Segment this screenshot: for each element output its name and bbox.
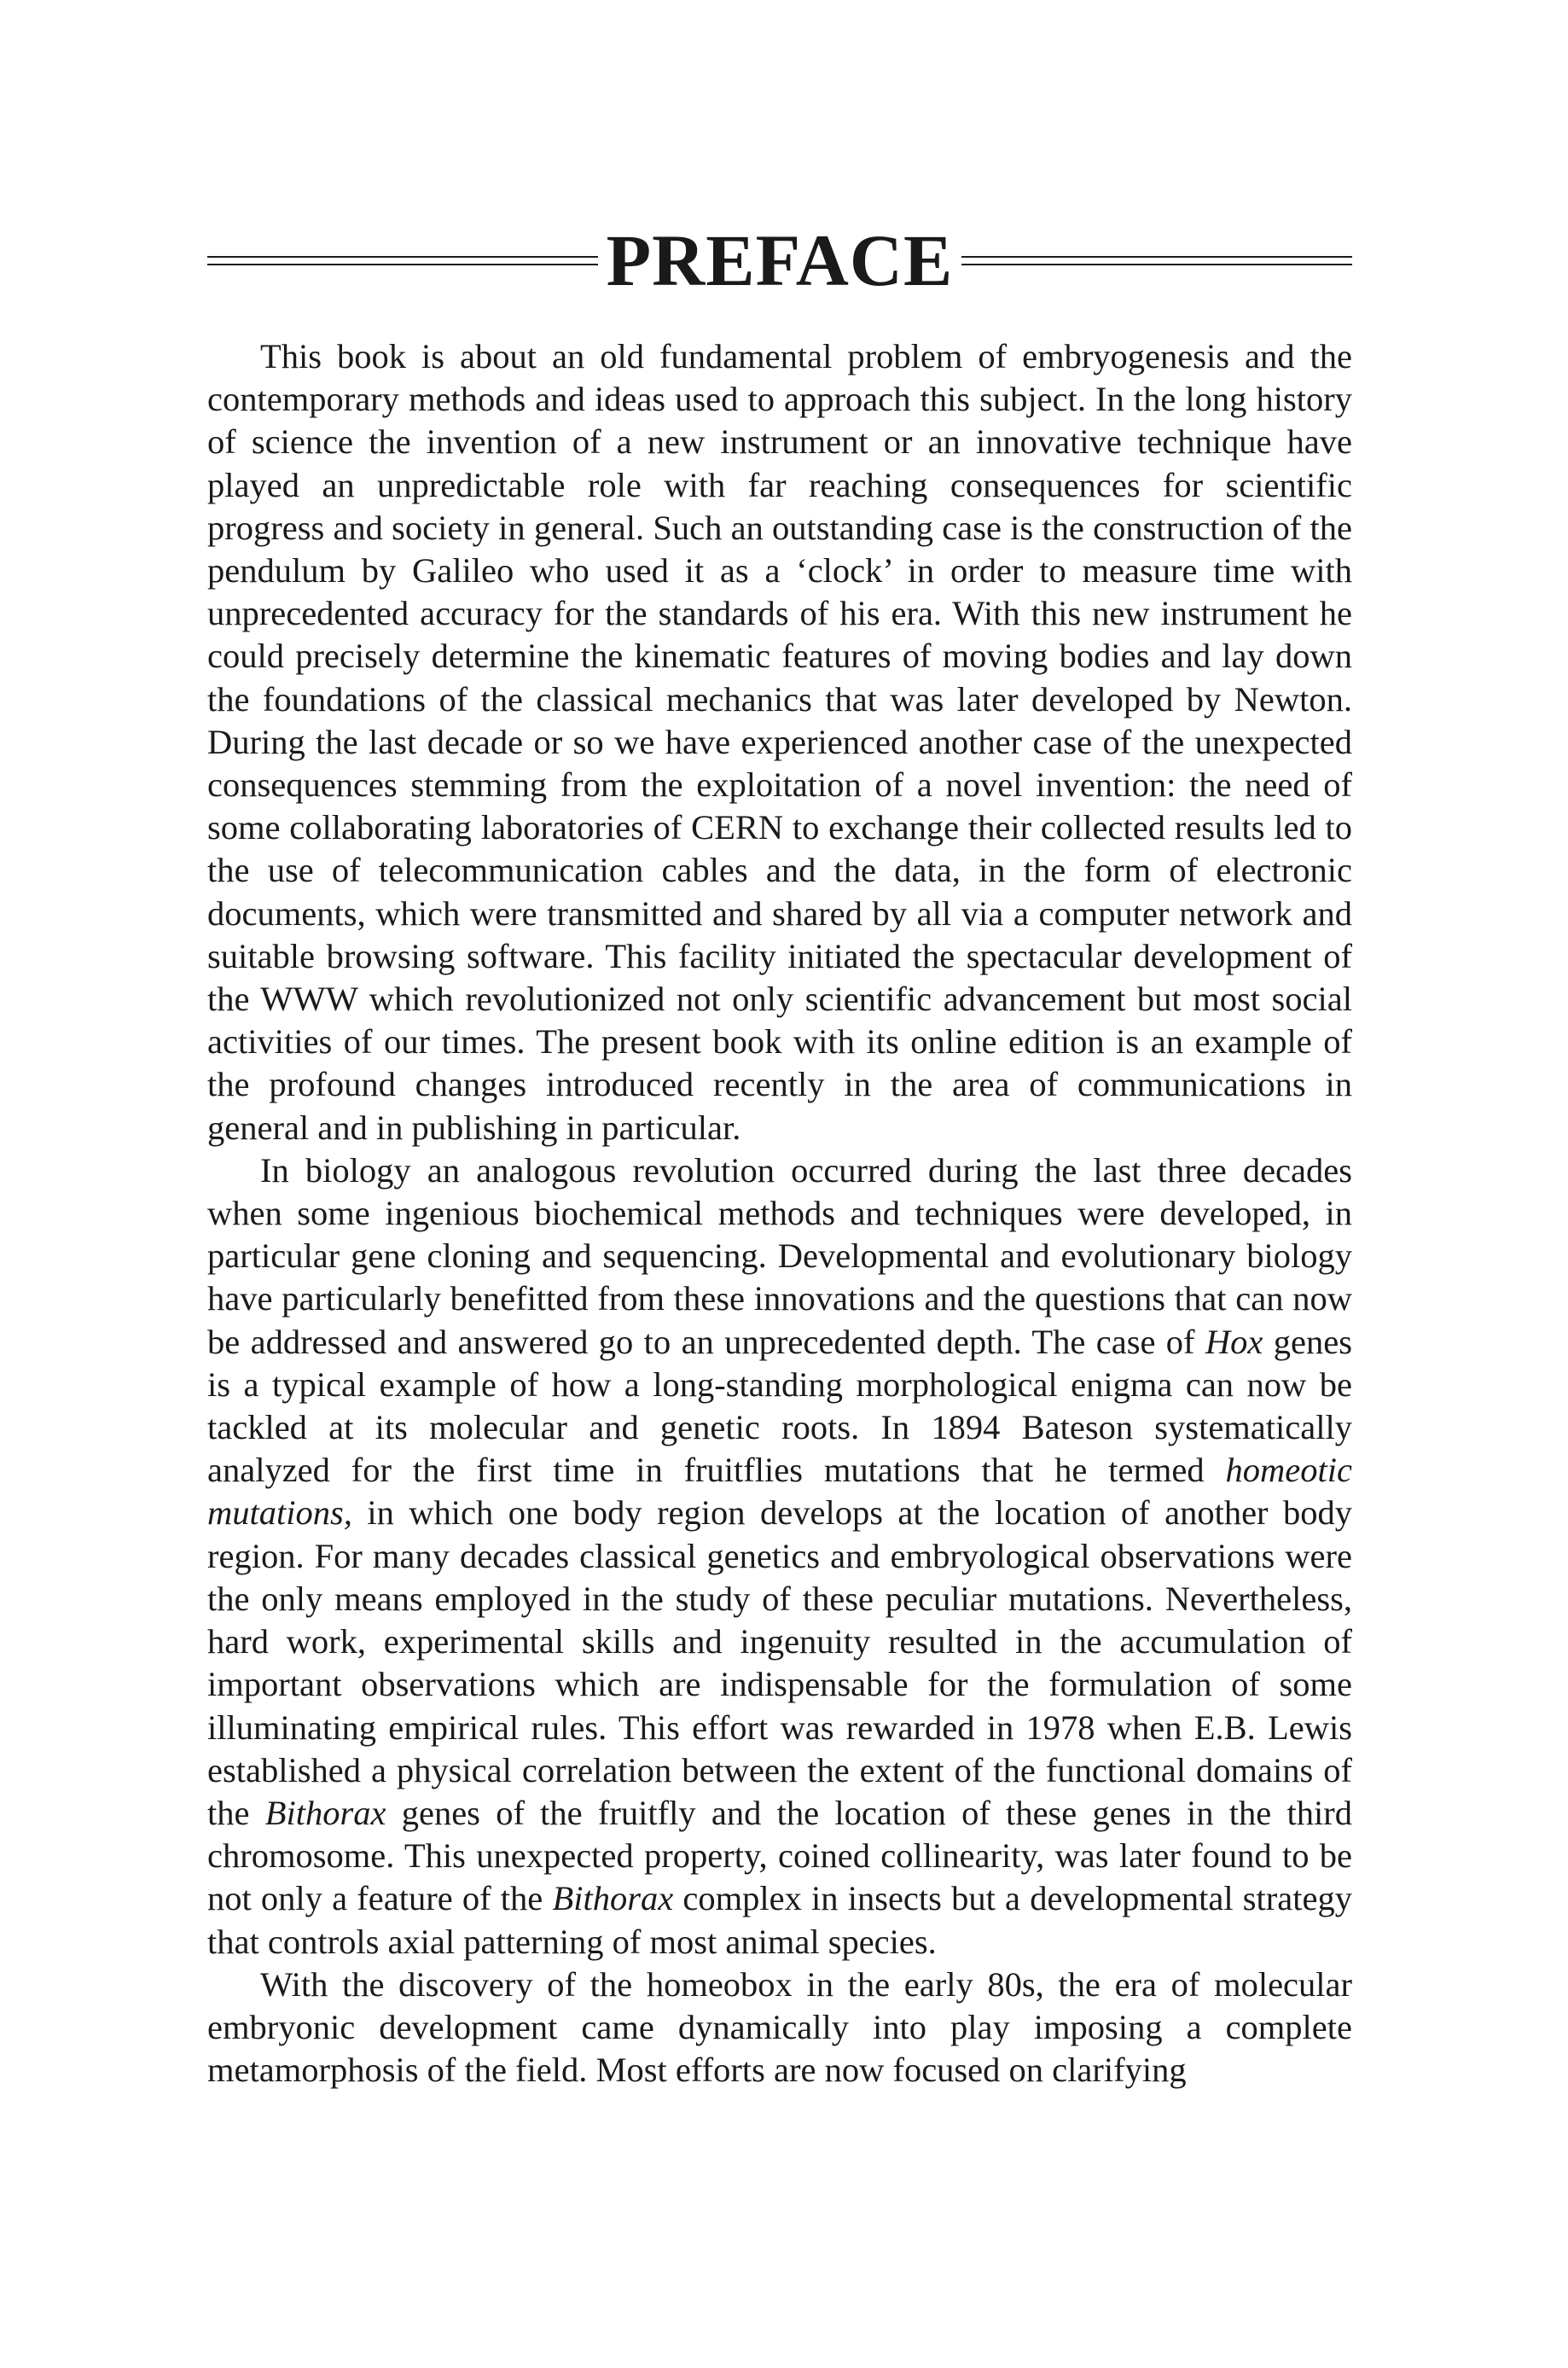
page-title: PREFACE [606,219,954,301]
paragraph-text: In biology an analogous revolution occurred during the last three decades when some ingenious biochemical methods and techniques were developed, in particular gene cloning and sequencing. Developmental and evolutionary biology have particularly benefitted from these innovations and the questions that can now be addressed and answered go to an unprecedented depth. The case of [207,1150,1352,1361]
italic-term-hox: Hox [1205,1322,1263,1361]
preface-heading-row [207,209,1352,311]
paragraph-text: in which one body region develops at the location of another body region. For many decades classical genetics and embryological observations were the only means employed in the study of these peculiar mutations. Nevertheless, hard work, experimental skills and ingenuity resulted in the accumulation of important observations which are indispensable for the formulation of some illuminating empirical rules. This effort was rewarded in 1978 when E.B. Lewis established a physical correlation between the extent of the functional domains of the [207,1493,1352,1832]
italic-term-bithorax: Bithorax [552,1879,674,1918]
heading-rule-left [207,256,598,265]
paragraph-text: genes is a typical example of how a long-standing morphological enigma can now be tackled at its molecular and genetic roots. In 1894 Bateson systematically analyzed for the first time in fruitflies mutations that he termed [207,1322,1352,1490]
paragraph-1 [207,335,1352,1149]
paragraph-text: With the discovery of the homeobox in the early 80s, the era of molecular embryonic development came dynamically into play imposing a complete metamorphosis of the field. Most efforts are now focused on clarifying [207,1964,1352,2090]
italic-term-bithorax: Bithorax [264,1793,386,1832]
paragraph-text: This book is about an old fundamental problem of embryogenesis and the contemporary methods and ideas used to approach this subject. In the long history of science the invention of a new instrument or an innovative technique have played an unpredictable role with far reaching consequences for scientific progress and society in general. Such an outstanding case is the construction of the pendulum by Galileo who used it as a ‘clock’ in order to measure time with unprecedented accuracy for the standards of his era. With this new instrument he could precisely determine the kinematic features of moving bodies and lay down the foundations of the classical mechanics that was later developed by Newton. During the last decade or so we have experienced another case of the unexpected consequences stemming from the exploitation of a novel invention: the need of some collaborating laboratories of CERN to exchange their collected results led to the use of telecommunication cables and the data, in the form of electronic documents, which were transmitted and shared by all via a computer network and suitable browsing software. This facility initiated the spectacular development of the WWW which revolutionized not only scientific advancement but most social activities of our times. The present book with its online edition is an example of the profound changes introduced recently in the area of communications in general and in publishing in particular. [207,337,1352,1147]
paragraph-3 [207,1964,1352,2092]
paragraph-2 [207,1149,1352,1964]
italic-term-homeotic-mutations: homeotic mutations, [207,1451,1352,1533]
paragraph-text: complex in insects but a developmental strategy that controls axial patterning of most animal species. [207,1879,1352,1961]
paragraph-text: genes of the fruitfly and the location of these genes in the third chromosome. This unexpected property, coined collinearity, was later found to be not only a feature of the [207,1793,1352,1918]
preface-page [207,209,1352,2092]
heading-rule-right [961,256,1352,265]
